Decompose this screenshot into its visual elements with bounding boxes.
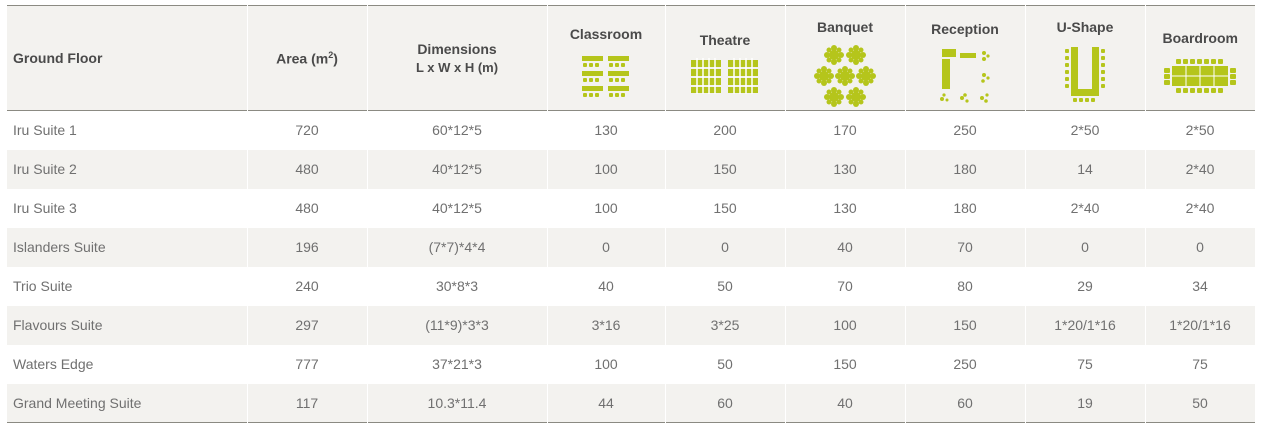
cell-theatre: 150 <box>665 150 785 189</box>
cell-theatre: 50 <box>665 267 785 306</box>
header-u-shape <box>1025 6 1145 111</box>
cell-reception: 180 <box>905 150 1025 189</box>
cell-area: 240 <box>247 267 367 306</box>
cell-dims: 60*12*5 <box>367 111 547 150</box>
cell-area: 480 <box>247 189 367 228</box>
header-reception-label: Reception <box>931 21 999 37</box>
classroom-icon <box>580 52 632 100</box>
cell-reception: 70 <box>905 228 1025 267</box>
cell-ushape: 29 <box>1025 267 1145 306</box>
cell-name: Waters Edge <box>7 345 247 384</box>
cell-dims: (11*9)*3*3 <box>367 306 547 345</box>
table-row <box>7 345 1255 384</box>
cell-boardroom: 1*20/1*16 <box>1145 306 1255 345</box>
cell-boardroom: 2*40 <box>1145 189 1255 228</box>
cell-boardroom: 2*50 <box>1145 111 1255 150</box>
header-area-close: ) <box>333 50 338 67</box>
cell-banquet: 150 <box>785 345 905 384</box>
cell-dims: 30*8*3 <box>367 267 547 306</box>
header-theatre-label: Theatre <box>699 32 751 48</box>
cell-classroom: 40 <box>547 267 665 306</box>
cell-ushape: 75 <box>1025 345 1145 384</box>
cell-classroom: 100 <box>547 189 665 228</box>
cell-area: 480 <box>247 150 367 189</box>
cell-ushape: 2*50 <box>1025 111 1145 150</box>
boardroom-icon <box>1162 56 1238 96</box>
cell-banquet: 130 <box>785 150 905 189</box>
cell-banquet: 100 <box>785 306 905 345</box>
cell-area: 777 <box>247 345 367 384</box>
cell-classroom: 44 <box>547 384 665 423</box>
cell-name: Iru Suite 2 <box>7 150 247 189</box>
cell-theatre: 50 <box>665 345 785 384</box>
capacity-table <box>7 5 1256 423</box>
cell-banquet: 130 <box>785 189 905 228</box>
cell-reception: 80 <box>905 267 1025 306</box>
header-banquet <box>785 6 905 111</box>
cell-classroom: 130 <box>547 111 665 150</box>
cell-banquet: 40 <box>785 384 905 423</box>
header-classroom <box>547 6 665 111</box>
cell-name: Iru Suite 1 <box>7 111 247 150</box>
table-row <box>7 306 1255 345</box>
cell-theatre: 60 <box>665 384 785 423</box>
table-row <box>7 384 1255 423</box>
cell-dims: 37*21*3 <box>367 345 547 384</box>
cell-area: 297 <box>247 306 367 345</box>
cell-ushape: 19 <box>1025 384 1145 423</box>
header-boardroom-label: Boardroom <box>1162 30 1238 46</box>
table-row <box>7 111 1255 150</box>
cell-classroom: 0 <box>547 228 665 267</box>
cell-banquet: 70 <box>785 267 905 306</box>
capacity-table-container <box>7 5 1255 423</box>
table-row <box>7 189 1255 228</box>
cell-boardroom: 50 <box>1145 384 1255 423</box>
table-row <box>7 267 1255 306</box>
header-row <box>7 6 1255 111</box>
cell-theatre: 3*25 <box>665 306 785 345</box>
cell-theatre: 0 <box>665 228 785 267</box>
cell-dims: 10.3*11.4 <box>367 384 547 423</box>
cell-classroom: 100 <box>547 150 665 189</box>
cell-ushape: 0 <box>1025 228 1145 267</box>
header-theatre <box>665 6 785 111</box>
cell-boardroom: 2*40 <box>1145 150 1255 189</box>
cell-banquet: 40 <box>785 228 905 267</box>
cell-classroom: 3*16 <box>547 306 665 345</box>
cell-theatre: 200 <box>665 111 785 150</box>
cell-area: 196 <box>247 228 367 267</box>
cell-banquet: 170 <box>785 111 905 150</box>
cell-reception: 250 <box>905 111 1025 150</box>
cell-boardroom: 34 <box>1145 267 1255 306</box>
header-reception <box>905 6 1025 111</box>
cell-reception: 180 <box>905 189 1025 228</box>
header-area-sup: 2 <box>328 49 334 60</box>
cell-boardroom: 0 <box>1145 228 1255 267</box>
header-dimensions <box>367 6 547 111</box>
u-shape-icon <box>1064 45 1106 107</box>
header-dimensions-label: Dimensions <box>417 41 497 57</box>
header-ground-floor: Ground Floor <box>7 6 247 111</box>
cell-name: Iru Suite 3 <box>7 189 247 228</box>
cell-reception: 60 <box>905 384 1025 423</box>
cell-theatre: 150 <box>665 189 785 228</box>
cell-ushape: 2*40 <box>1025 189 1145 228</box>
reception-icon <box>934 47 996 105</box>
header-classroom-label: Classroom <box>569 26 643 42</box>
cell-classroom: 100 <box>547 345 665 384</box>
cell-reception: 250 <box>905 345 1025 384</box>
header-area <box>247 6 367 111</box>
cell-name: Islanders Suite <box>7 228 247 267</box>
header-dimensions-sub: L x W x H (m) <box>415 60 499 75</box>
cell-area: 720 <box>247 111 367 150</box>
cell-ushape: 1*20/1*16 <box>1025 306 1145 345</box>
cell-name: Grand Meeting Suite <box>7 384 247 423</box>
theatre-icon <box>689 58 761 94</box>
cell-area: 117 <box>247 384 367 423</box>
cell-name: Trio Suite <box>7 267 247 306</box>
cell-ushape: 14 <box>1025 150 1145 189</box>
header-banquet-label: Banquet <box>817 19 873 35</box>
cell-name: Flavours Suite <box>7 306 247 345</box>
header-u-shape-label: U-Shape <box>1056 19 1114 35</box>
cell-dims: 40*12*5 <box>367 150 547 189</box>
cell-dims: 40*12*5 <box>367 189 547 228</box>
header-area-label: Area (m <box>276 50 329 67</box>
cell-boardroom: 75 <box>1145 345 1255 384</box>
cell-dims: (7*7)*4*4 <box>367 228 547 267</box>
header-boardroom <box>1145 6 1255 111</box>
table-row <box>7 150 1255 189</box>
table-row <box>7 228 1255 267</box>
cell-reception: 150 <box>905 306 1025 345</box>
banquet-icon <box>813 45 877 107</box>
